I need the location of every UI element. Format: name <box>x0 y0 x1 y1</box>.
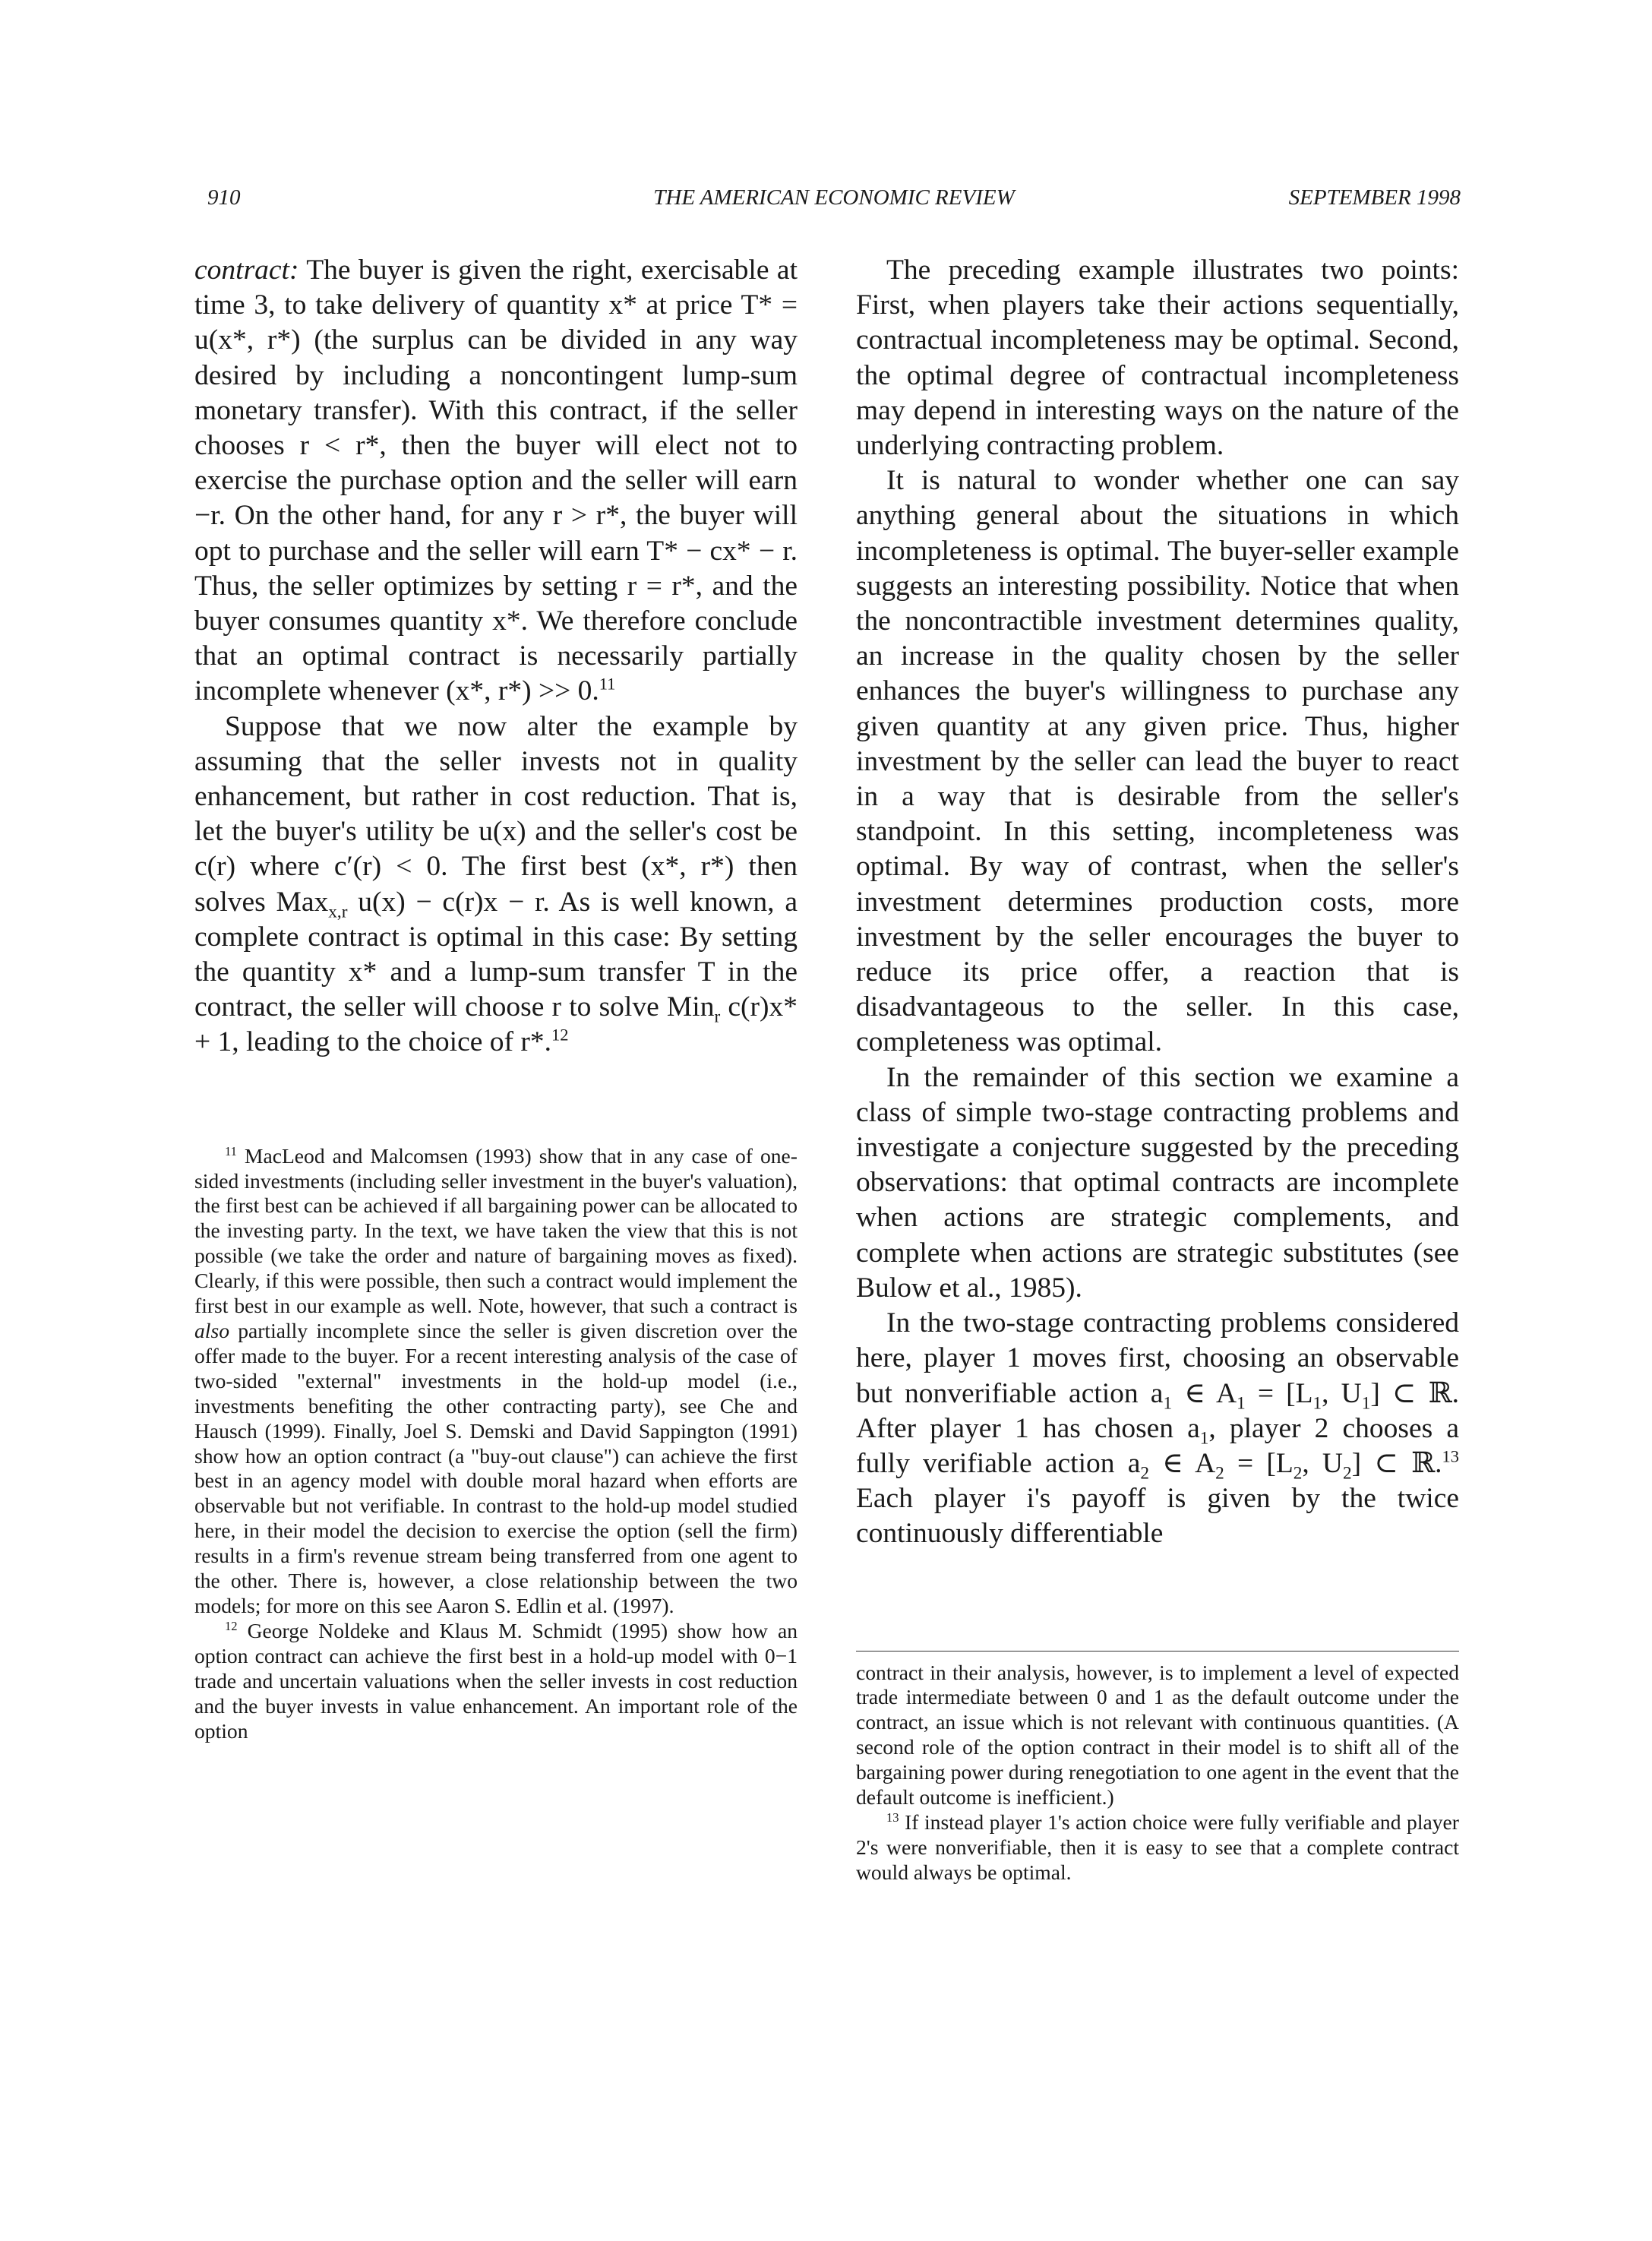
footnote-number: 11 <box>225 1143 237 1158</box>
journal-title: THE AMERICAN ECONOMIC REVIEW <box>653 185 1015 210</box>
footnote-number: 13 <box>886 1810 899 1825</box>
paragraph-two-stage <box>856 1306 1459 1551</box>
paragraph-text: Each player i's payoff is given by the twice continuously differentiable <box>856 1483 1459 1550</box>
paragraph-cost-reduction <box>194 710 798 1060</box>
footnote-ref-13[interactable]: 13 <box>1442 1446 1459 1466</box>
paragraph-text: , U <box>1302 1447 1344 1479</box>
right-column <box>856 253 1459 1885</box>
page-number: 910 <box>207 185 241 210</box>
footnote-12-continued: contract in their analysis, however, is to implement a level of expected trade intermediate between 0 and 1 as the default outcome under the contract, an issue which is not relevant with continuous quantities. (A second role of the option contract in their model is to shift all of the bargaining power during renegotiation to one agent in the event that the default outcome is inefficient.) <box>856 1660 1459 1810</box>
paragraph-preceding-example: The preceding example illustrates two points: First, when players take their actions sequentially, contractual incompleteness may be optimal. Second, the optimal degree of contractual incompleteness may depend in interesting ways on the nature of the underlying contracting problem. <box>856 254 1459 462</box>
paragraph-text: c(r)x* + 1, leading to the choice of r*. <box>194 991 798 1058</box>
subscript: 2 <box>1293 1463 1303 1484</box>
paragraph-text: , U <box>1322 1377 1362 1409</box>
paragraph-text: Suppose that we now alter the example by assuming that the seller invests not in quality enhancement, but rather in cost reduction. That is, let the buyer's utility be u(x) and the seller's cost be c(r) where c′(r) < 0. The first best (x*, r*) then solves Max <box>194 710 798 918</box>
left-column <box>194 253 798 1743</box>
paragraph-text: = [L <box>1245 1377 1313 1409</box>
footnote-12 <box>194 1619 798 1744</box>
subscript: 2 <box>1343 1463 1352 1484</box>
footnote-text: George Noldeke and Klaus M. Schmidt (1995) show how an option contract can achieve the first best in a hold-up model with 0−1 trade and uncertain valuations when the seller invests in cost reduction and the buyer invests in value enhancement. An important role of the option <box>194 1618 798 1743</box>
paragraph-text: ] ⊂ ℝ. <box>1351 1447 1442 1479</box>
paragraph-text: = [L <box>1224 1447 1293 1479</box>
subscript: 1 <box>1312 1393 1322 1413</box>
subscript: 1 <box>1199 1428 1209 1449</box>
issue-date: SEPTEMBER 1998 <box>1288 185 1461 210</box>
subscript: 1 <box>1237 1393 1246 1413</box>
paragraph-text: ∈ A <box>1148 1447 1216 1479</box>
paragraph-text: The buyer is given the right, exercisable at time 3, to take delivery of quantity x* at price T* = u(x*, r*) (the surplus can be divided in any way desired by including a noncontingent lump-sum monetary transfer). With this contract, if the seller chooses r < r*, then the buyer will elect not to exercise the purchase option and the seller will earn −r. On the other hand, for any r > r*, the buyer will opt to purchase and the seller will earn T* − cx* − r. Thus, the seller optimizes by setting r = r*, and the buyer consumes quantity x*. We therefore conclude that an optimal contract is necessarily partially incomplete whenever (x*, r*) >> 0. <box>194 254 798 707</box>
subscript: 1 <box>1361 1393 1371 1413</box>
footnote-text: partially incomplete since the seller is given discretion over the offer made to the buyer. For a recent interesting analysis of the case of two-sided "external" investments in the hold-up model (i.e., investments benefiting the other contracting party), see Che and Hausch (1999). Finally, Joel S. Demski and David Sappington (1991) show how an option contract (a "buy-out clause") can achieve the first best in an agency model with double moral hazard when efforts are observable but not verifiable. In contrast to the hold-up model studied here, in their model the decision to exercise the option (sell the firm) results in a firm's revenue stream being transferred from one agent to the other. There is, however, a close relationship between the two models; for more on this see Aaron S. Edlin et al. (1997). <box>194 1319 798 1617</box>
paragraph-text: In the two-stage contracting problems considered here, player 1 moves first, choosing an observable but nonverifiable action a <box>856 1307 1459 1409</box>
footnote-emphasis: also <box>194 1319 229 1343</box>
footnote-rule <box>856 1651 1459 1652</box>
paragraph-remainder: In the remainder of this section we examine a class of simple two-stage contracting problems and investigate a conjecture suggested by the preceding observations: that optimal contracts are incomplete when actions are strategic complements, and complete when actions are strategic substitutes (see Bulow et al., 1985). <box>856 1061 1459 1304</box>
subscript: x,r <box>328 902 348 922</box>
footnote-text: If instead player 1's action choice were fully verifiable and player 2's were nonverifiable, then it is easy to see that a complete contract would always be optimal. <box>856 1810 1459 1884</box>
running-header <box>207 185 1461 223</box>
footnote-11 <box>194 1144 798 1619</box>
footnote-number: 12 <box>225 1618 238 1633</box>
subscript: 2 <box>1140 1463 1149 1484</box>
subscript: r <box>714 1007 721 1027</box>
footnote-ref-11[interactable]: 11 <box>599 674 616 694</box>
footnote-text: MacLeod and Malcomsen (1993) show that in any case of one-sided investments (including seller investment in the buyer's valuation), the first best can be achieved if all bargaining power can be allocated to the investing party. In the text, we have taken the view that this is not possible (we take the order and nature of bargaining moves as fixed). Clearly, if this were possible, then such a contract would implement the first best in our example as well. Note, however, that such a contract is <box>194 1143 798 1318</box>
paragraph-contract <box>194 253 798 710</box>
term-contract: contract: <box>194 254 299 286</box>
subscript: 2 <box>1215 1463 1224 1484</box>
paragraph-natural-to-wonder: It is natural to wonder whether one can say anything general about the situations in which incompleteness is optimal. The buyer-seller example suggests an interesting possibility. Notice that when the noncontractible investment determines quality, an increase in the quality chosen by the seller enhances the buyer's willingness to purchase any given quantity at any given price. Thus, higher investment by the seller can lead the buyer to react in a way that is desirable from the seller's standpoint. In this setting, incompleteness was optimal. By way of contrast, when the seller's investment determines production costs, more investment by the seller encourages the buyer to reduce its price offer, a reaction that is disadvantageous to the seller. In this case, completeness was optimal. <box>856 465 1459 1058</box>
footnote-13 <box>856 1810 1459 1885</box>
paragraph-text: ] ⊂ ℝ. After player 1 has chosen a <box>856 1377 1459 1444</box>
paragraph-text: u(x) − c(r)x − r. As is well known, a complete contract is optimal in this case: By setting the quantity x* and a lump-sum transfer T in the contract, the seller will choose r to solve Min <box>194 886 798 1023</box>
paragraph-text: ∈ A <box>1172 1377 1237 1409</box>
subscript: 1 <box>1163 1393 1173 1413</box>
footnote-ref-12[interactable]: 12 <box>551 1025 569 1045</box>
paragraph-text: , player 2 chooses a fully verifiable action a <box>856 1412 1459 1479</box>
